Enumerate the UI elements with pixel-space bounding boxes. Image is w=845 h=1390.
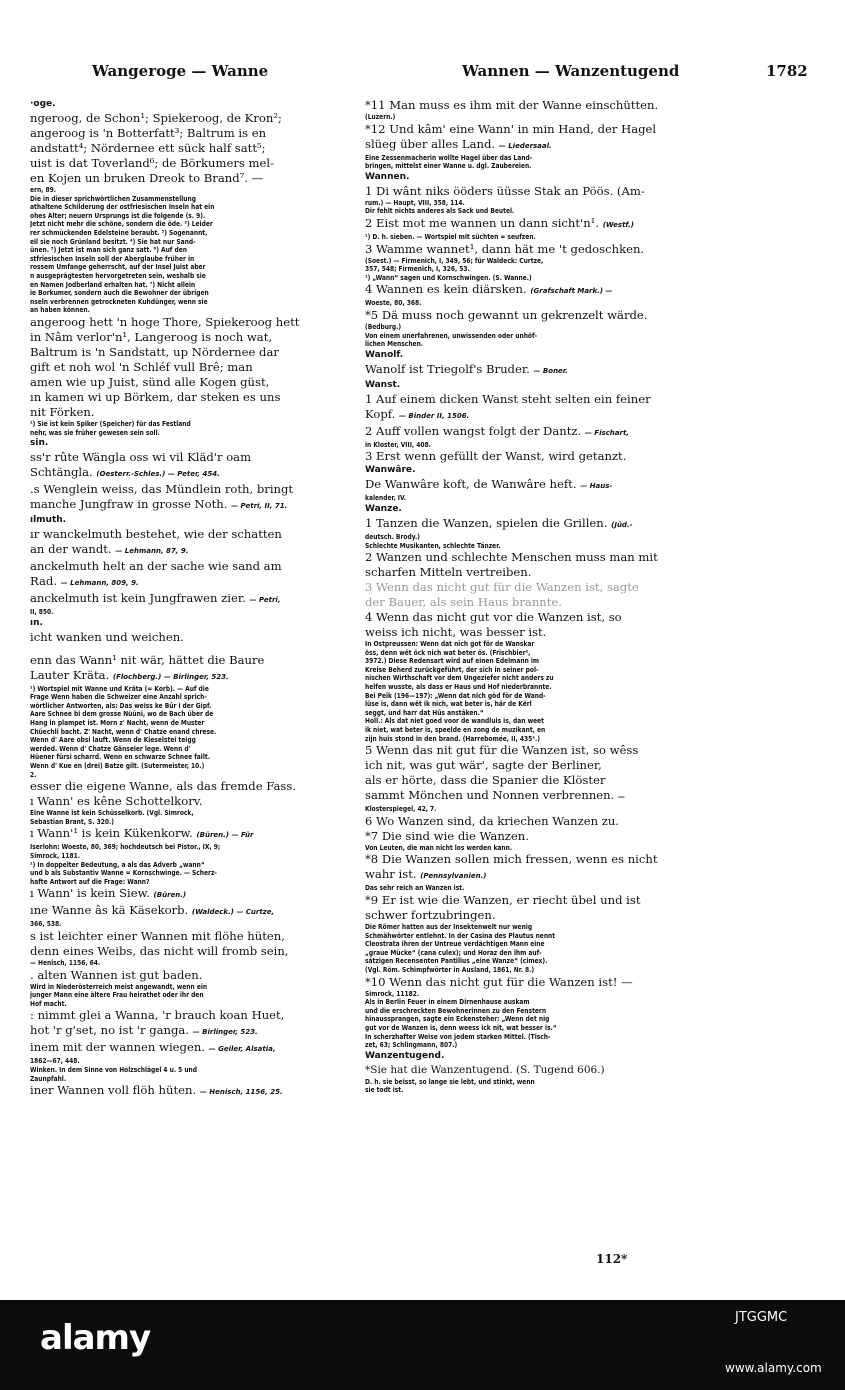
footnote-line: öss, denn wêt öck nich wat beter ös. (Frischbier², [365,648,531,657]
proverb-text: inem mit der wannen wiegen. [30,1040,209,1055]
footnote-line: Chüechli bacht. Z' Nacht, wenn d' Chatze enand chrese. [30,727,217,736]
footnote-line: zet, 63; Schlingmann, 807.) [365,1041,458,1050]
proverb-text: hot 'r g'set, no ist 'r ganga. [30,1023,193,1038]
source-citation: (Waldeck.) — Curtze, [191,908,275,917]
proverb-line: .s Wenglein weiss, das Mündlein roth, bringt [30,482,294,497]
proverb-line: *5 Dä muss noch gewannt un gekrenzelt wärde. [365,307,648,322]
proverb-text: 2 Auff vollen wangst folgt der Dantz. [365,423,585,438]
footnote-line: an haben können. [30,306,90,315]
footnote-line: 2. [30,770,37,779]
footnote-line: Winken. In dem Sinne von Holzschlägel 4 u. 5 und [30,1065,198,1074]
proverb-line: s ist leichter einer Wannen mit flöhe hüten, [30,928,285,943]
entry-heading: Wanst. [365,379,401,390]
proverb-text: Lauter Kräta. [30,667,113,682]
footnote-line: Wenn d' Aare obsi lauft. Wenn de Kieselstei teigg [30,736,196,745]
proverb-line: *Sie hat die Wanzentugend. (S. Tugend 606.) [365,1063,605,1076]
proverb-line [365,362,720,379]
footnote-line: lüse is, dann wêt ik nich, wat beter is, hâr de Kërl [365,700,532,709]
proverb-text: slüeg über alles Land. [365,136,499,151]
source-citation: — Petri, [249,596,281,605]
source-citation: (Westf.) [602,220,634,229]
entry-heading: ·oge. [30,99,56,109]
footnote-line: hinaussprangen, sagte ein Eckensteher: „Wenn det nig [365,1015,550,1024]
alamy-logo: alamy [40,1318,151,1358]
footnote-line: ¹) Wortspiel mit Wanne und Kräta (= Korb). — Auf die [30,684,209,693]
proverb-text: ı Wann'¹ is kein Kükenkorw. [30,826,197,841]
proverb-line: icht wanken und weichen. [30,629,184,644]
proverb-text: an der wandt. [30,542,116,557]
footnote-line: Als in Berlin Feuer in einem Dirnenhause auskam [365,998,530,1007]
proverb-line [365,216,720,233]
proverb-line: 1 Di wânt niks ööders üüsse Stak an Pöös. (Am- [365,183,645,198]
proverb-line: nit Förken. [30,404,95,419]
footnote-line: ¹) Sie ist kein Spiker (Speicher) für das Festland [30,419,191,428]
source-citation: (Jüd.- [611,520,633,529]
footnote-line: Sebastian Brant, S. 320.) [30,817,114,826]
running-head-left: Wangeroge — Wanne [92,62,269,80]
entry-heading: Wannen. [365,171,410,182]
proverb-line: : nimmt glei a Wanna, 'r brauch koan Huet, [30,1008,285,1023]
proverb-line: anckelmuth helt an der sache wie sand am [30,559,282,574]
footnote-line: Von einem unerfahrenen, unwissenden oder unhöf- [365,331,537,340]
proverb-line: enn das Wann¹ nit wär, hättet die Baure [30,652,265,667]
proverb-line: *9 Er ist wie die Wanzen, er riecht übel und ist [365,893,641,907]
alamy-url: www.alamy.com [725,1361,822,1375]
proverb-line: scharfen Mitteln vertreiben. [365,565,532,580]
proverb-line: ss'r rûte Wängla oss wi vil Kläd'r oam [30,450,252,465]
proverb-line: angeroog hett 'n hoge Thore, Spiekeroog hett [30,314,300,329]
running-head-center: Wannen — Wanzentugend [462,62,680,80]
proverb-text: De Wanwâre koft, de Wanwâre heft. [365,477,581,492]
footnote-line: 3972.) Diese Redensart wird auf einen Edelmann im [365,657,540,666]
proverb-line [365,137,720,154]
source-citation: — Binder II, 1506. [399,411,470,420]
footnote-line: ern, 89. [30,186,57,194]
proverb-line: denn eines Weibs, das nicht will fromb sein, [30,943,289,958]
footnote-line: rum.) — Haupt, VIII, 358, 114. [365,198,465,207]
footnote-line: sie todt ist. [365,1086,404,1095]
footnote-line: ik niet, wat beter is, speelde en zong de muzikant, en [365,726,546,735]
source-citation: (Oesterr.-Schles.) — Peter, 454. [96,470,220,479]
proverb-text: iner Wannen voll flöh hüten. [30,1083,200,1098]
footnote-line: wörtlicher Antworten, als: Das weiss ke Bûr i der Gipf. [30,701,212,710]
footnote-line: Wenn d' Kue en (drei) Batze gilt. (Sutermeister, 10.) [30,762,205,771]
footnote-line: kalender, IV. [365,494,406,503]
footnote-line: und die erschreckten Bewohnerinnen zu den Fenstern [365,1006,547,1015]
proverb-text: 2 Eist mot me wannen un dann sicht'n¹. [365,215,603,230]
footnote-line: gut vor de Wanzen is, denn weess ick nit, wat besser is.“ [365,1023,557,1032]
footnote-line: Die Römer hatten aus der Insektenwelt nur wenig [365,923,533,931]
footnote-line: (Luzern.) [365,113,396,121]
footnote-line: ¹) D. h. sieben. — Wortspiel mit süchten = seufzen. [365,232,536,241]
source-citation: — Henisch, 1156, 25. [199,1088,283,1097]
footnote-line: Cleostrata ihren der Untreue verdächtigen Mann eine [365,940,545,949]
proverb-line: in Nâm verlor'n¹, Langeroog is noch wat, [30,329,273,344]
proverb-text: 1 Tanzen die Wanzen, spielen die Grillen. [365,515,612,530]
proverb-line [365,424,720,441]
footnote-line: Eine Wanne ist kein Schüsselkorb. (Vgl. Simrock, [30,809,194,818]
footnote-line: bringen, mittelst einer Wanne u. dgl. Zaubereien. [365,162,532,171]
proverb-text: 4 Wannen es kein diärsken. [365,282,531,297]
footnote-line: athaltene Schilderung der ostfriesischen Inseln hat ein [30,203,215,212]
footnote-line: helfen wusste, als dass er Haus und Hof niederbrannte. [365,683,552,692]
proverb-line [365,516,720,533]
proverb-line [365,407,720,424]
footnote-line: Iserlohn: Woeste, 80, 369; hochdeutsch bei Pistor., IX, 9; [30,843,221,852]
footnote-line: Bei Peik (196—197): „Wenn dat nich göd för de Wand- [365,691,546,700]
footnote-line: Eine Zessenmacherin wollte Hagel über das Land- [365,153,533,162]
footnote-line: D. h. sie beisst, so lange sie lebt, und stinkt, wenn [365,1077,535,1086]
footnote-line: nischen Wirthschaft vor dem Ungeziefer nicht anders zu [365,674,554,683]
proverb-line: 2 Wanzen und schlechte Menschen muss man mit [365,550,658,565]
footnote-line: Holl.: Als dat niet goed voor de wandluis is, dan weet [365,717,544,726]
source-citation: — Geiler, Alsatia, [208,1045,276,1054]
footnote-line: — Henisch, 1156, 64. [30,958,101,967]
source-citation: — Lehmann, 87, 9. [115,547,189,556]
proverb-line: *11 Man muss es ihm mit der Wanne einschütten. [365,98,659,112]
right-column [365,98,720,1228]
proverb-line: als er hörte, dass die Spanier die Klöster [365,773,606,788]
source-citation: — Lehmann, 809, 9. [60,579,139,588]
footnote-line: 357, 548; Firmenich, I, 326, 53. [365,265,470,274]
footnote-line: (Soest.) — Firmenich, I, 349, 56; für Waldeck: Curtze, [365,256,544,265]
footnote-line: sätzigen Recensenten Pantilius „eine Wanze“ (cimex). [365,957,548,966]
proverb-line: en Kojen un bruken Dreok to Brand⁷. — [30,171,264,185]
proverb-text: Rad. [30,574,61,589]
footnote-line: ünen. ⁵) Jetzt ist man sich ganz satt. ⁶) Auf den [30,246,187,255]
proverb-line: 4 Wenn das nicht gut vor die Wanzen ist, so [365,610,622,625]
proverb-line: ngeroog, de Schon¹; Spiekeroog, de Kron²; [30,111,282,125]
proverb-line: 5 Wenn das nit gut für die Wanzen ist, so wêss [365,743,639,758]
proverb-line [365,867,720,884]
entry-heading: ın. [30,617,43,628]
proverb-line: uist is dat Toverland⁶; de Börkumers mel- [30,156,275,170]
proverb-line: ın kamen wi up Börkem, dar steken es uns [30,389,281,404]
source-citation: (Pennsylvanien.) [420,872,487,881]
footnote-line: ¹) In doppelter Bedeutung, a als das Adverb „wann“ [30,860,205,869]
footnote-line: stfriesischen Inseln soll der Aberglaube früher in [30,254,195,263]
entry-heading: Wanolf. [365,349,404,360]
source-citation: — Fischart, [584,428,629,437]
footnote-line: rer schmückenden Edelsteine beraubt. ³) Sogenannt, [30,228,208,237]
proverb-line: der Bauer, als sein Haus brannte. [365,595,562,610]
source-citation: (Flochberg.) — Birlinger, 523. [112,672,229,681]
proverb-line: *10 Wenn das nicht gut für die Wanzen ist! — [365,974,633,989]
proverb-line: *7 Die sind wie die Wanzen. [365,828,529,843]
footnote-line: nehr, was sie früher gewesen sein soll. [30,428,160,437]
footnote-line: en Namen Jodberland erhalten hat. ⁷) Nicht allein [30,280,196,289]
proverb-line [365,477,720,494]
footnote-line: lichen Menschen. [365,340,424,349]
footnote-line: In scherzhafter Weise von jedem starken Mittel. (Tisch- [365,1032,551,1041]
footnote-line: deutsch. Brody.) [365,532,420,541]
footnote-line: In Ostpreussen: Wenn dat nich got för de Wanskar [365,640,535,649]
source-citation: — Haus- [580,482,613,491]
footnote-line: nseln verbrennen getrockneten Kuhdünger, wenn sie [30,297,208,306]
entry-heading: Wanze. [365,503,402,514]
footnote-line: Woeste, 80, 368. [365,299,422,308]
source-citation: — [618,793,626,802]
proverb-text: ıne Wanne âs kä Käsekorb. [30,903,192,918]
footnote-line: Das sehr reich an Wanzen ist. [365,884,465,893]
source-citation: — Birlinger, 523. [192,1028,258,1037]
footnote-line: ohes Alter; neuern Ursprungs ist die folgende (s. 9). [30,211,206,220]
proverb-text: Wanolf ist Triegolf's Bruder. [365,361,534,376]
page-number-top: 1782 [766,62,808,80]
proverb-line: ich nit, was gut wär', sagte der Berliner, [365,758,602,773]
footnote-line: und b als Substantiv Wanne = Kornschwinge. — Scherz- [30,869,217,878]
signature-mark: 112* [596,1252,628,1266]
footnote-line: Die in dieser sprichwörtlichen Zusammenstellung [30,194,196,203]
proverb-line: weiss ich nicht, was besser ist. [365,625,547,640]
proverb-text: sammt Mönchen und Nonnen verbrennen. [365,788,619,803]
footnote-line: Simrock, 1181. [30,852,81,860]
footnote-line: in Kloster, VIII, 408. [365,440,431,449]
footnote-line: Aare Schnee bi dem grosse Nüüni, wo de Bach über de [30,710,214,719]
footnote-line: zijn huis stond in den brand. (Harrebomée, II, 435ᵃ.) [365,734,540,743]
proverb-line: ır wanckelmuth bestehet, wie der schatten [30,527,282,542]
proverb-line: 6 Wo Wanzen sind, da kriechen Wanzen zu. [365,813,619,828]
footnote-line: Hof macht. [30,999,67,1008]
footnote-line: 366, 538. [30,920,62,929]
proverb-line: *8 Die Wanzen sollen mich fressen, wenn es nicht [365,852,658,867]
footnote-line: ¹) „Wann“ sagen und Kornschwingen. (S. Wanne.) [365,273,532,282]
footnote-line: Klosterspiegel, 42, 7. [365,805,437,814]
footnote-line: junger Mann eine ältere Frau heirathet oder ihr den [30,991,204,1000]
footnote-line: Schmähwörter entlehnt. In der Casina des Plautus nennt [365,931,556,940]
proverb-text: Kopf. [365,406,399,421]
proverb-text: wahr ist. [365,867,421,882]
proverb-line: esser die eigene Wanne, als das fremde Fass. [30,779,297,794]
entry-heading: Wanzentugend. [365,1050,445,1061]
footnote-line: eil sie noch Grünland besitzt. ⁴) Sie hat nur Sand- [30,237,196,246]
footnote-line: rossem Umfange geherrscht, auf der Insel Juist aber [30,263,206,272]
proverb-line: schwer fortzubringen. [365,908,496,922]
source-citation: (Büren.) [153,891,187,900]
proverb-line [365,788,720,805]
image-id: JTGGMC [735,1310,788,1325]
footnote-line: n ausgeprägtesten hervorgetreten sein, weshalb sie [30,271,206,280]
source-citation: — Boner. [533,366,568,375]
entry-heading: sin. [30,438,49,449]
footnote-line: Dir fehlt nichts anderes als Sack und Beutel. [365,207,515,216]
footnote-line: seggt, und harr dat Hûs anstâken.“ [365,708,484,717]
footnote-line: (Vgl. Röm. Schimpfwörter in Ausland, 1861, Nr. 8.) [365,965,535,974]
footnote-line: II, 850. [30,608,54,617]
proverb-text: manche Jungfraw in grosse Noth. [30,497,232,512]
source-citation: (Büren.) — Für [196,831,254,840]
footnote-line: Hüener fürsi scharrd. Wenn en schwarze Schnee fallt. [30,753,210,762]
footnote-line: „graue Mücke“ (cana culex); und Horaz den ihm auf- [365,948,542,957]
proverb-text: Schtängla. [30,465,97,480]
proverb-text: ı Wann' is kein Siew. [30,886,154,901]
source-citation: (Grafschaft Mark.) — [530,287,613,296]
source-citation: — Liedersaal. [498,141,552,150]
proverb-line: *12 Und kâm' eine Wann' in min Hand, der Hagel [365,121,657,136]
proverb-line: amen wie up Juist, sünd alle Kogen güst, [30,374,270,389]
proverb-line: 3 Erst wenn gefüllt der Wanst, wird getanzt. [365,449,627,464]
proverb-line: angeroog is 'n Botterfatt³; Baltrum is en [30,126,267,140]
proverb-line: gift et noh wol 'n Schléf vull Brê; man [30,359,253,374]
footnote-line: Simrock, 11182. [365,989,420,998]
proverb-line: 3 Wenn das nicht gut für die Wanzen ist, sagte [365,580,639,595]
proverb-line: andstatt⁴; Nördernee ett sück half satt⁵; [30,141,266,155]
footnote-line: hafte Antwort auf die Frage: Wann? [30,877,150,886]
entry-heading: Wanwâre. [365,465,416,476]
footnote-line: Frage Wenn haben die Schweizer eine Anzahl sprich- [30,693,207,702]
footnote-line: ie Borkumer, sondern auch die Bewohner der übrigen [30,289,209,298]
proverb-line: ı Wann' es kêne Schottelkorv. [30,794,203,809]
proverb-line: Baltrum is 'n Sandstatt, up Nördernee dar [30,344,279,359]
proverb-text: anckelmuth ist kein Jungfrawen zier. [30,591,250,606]
footnote-line: Jetzt nicht mehr die schöne, sondern die öde. ²) Leider [30,220,213,229]
proverb-line: . alten Wannen ist gut baden. [30,967,203,982]
footnote-line: Von Leuten, die man nicht los werden kann. [365,843,513,852]
entry-heading: ılmuth. [30,515,67,526]
footnote-line: Wird in Niederösterreich meist angewandt, wenn ein [30,982,208,991]
footnote-line: Zaunpfahl. [30,1074,67,1083]
footnote-line: Hang in plampet ist. Morn z' Nacht, wenn de Muster [30,719,205,728]
source-citation: — Petri, II, 71. [231,502,288,511]
footnote-line: Schlechte Musikanten, schlechte Tänzer. [365,541,501,550]
footnote-line: Kreise Beherd zurückgeführt, der sich in seiner pol- [365,665,539,674]
footnote-line: werded. Wenn d' Chatze Gänseier lege. Wenn d' [30,744,191,753]
footnote-line: 1862—67, 448. [30,1057,80,1066]
footnote-line: (Bedburg.) [365,322,402,331]
proverb-line: 3 Wamme wannet¹, dann hät me 't gedoschken. [365,241,645,256]
proverb-line [365,282,720,299]
proverb-line: 1 Auf einem dicken Wanst steht selten ein feiner [365,391,651,406]
